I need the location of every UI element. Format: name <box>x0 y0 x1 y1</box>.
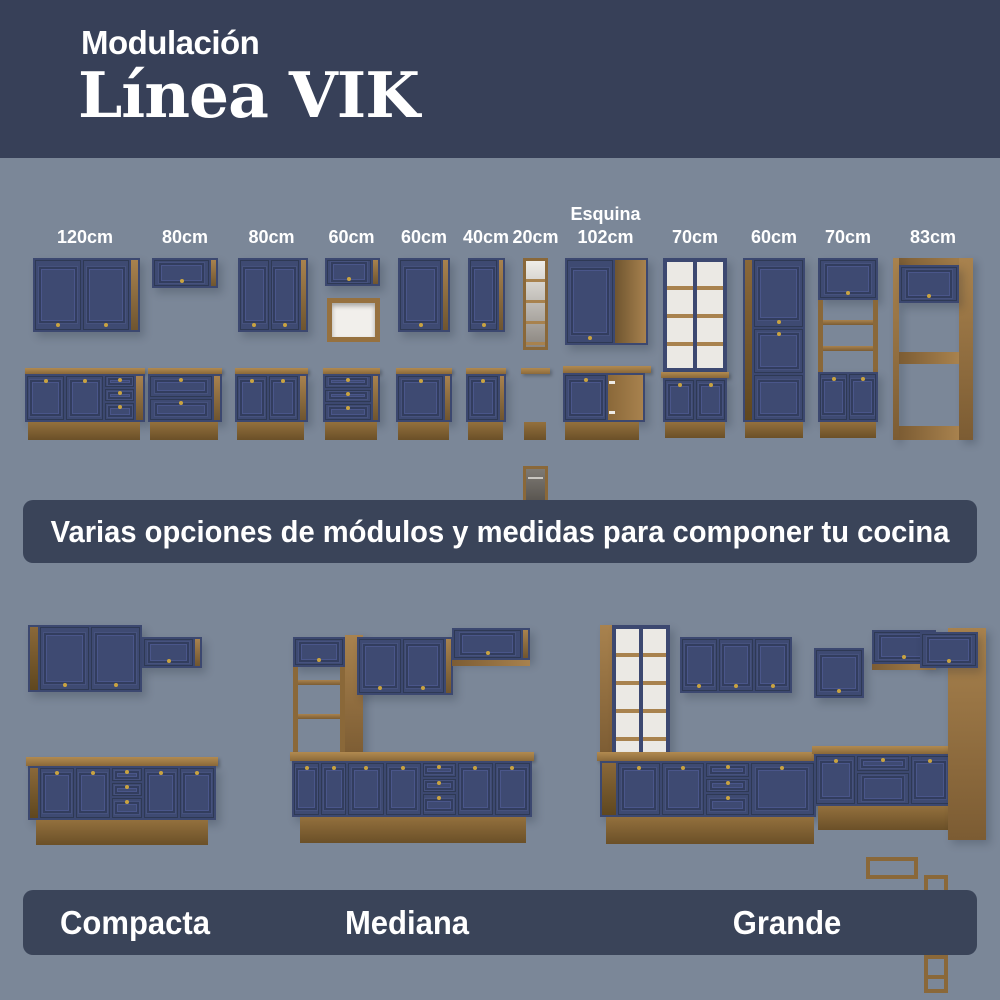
door <box>403 639 445 693</box>
module-80cm-flap <box>148 170 222 460</box>
wall-cabinet <box>28 625 142 692</box>
door <box>180 768 214 818</box>
drawer <box>423 794 456 815</box>
drawer <box>150 399 212 420</box>
drawer <box>112 768 142 781</box>
door <box>754 260 803 327</box>
wood-side-panel <box>373 376 378 420</box>
kitchen-compacta <box>20 620 250 855</box>
wood-side-panel <box>136 376 143 420</box>
wall-flap-cabinet-60 <box>325 258 380 286</box>
door <box>294 763 319 815</box>
wall-cabinet <box>357 637 453 695</box>
header <box>0 0 1000 158</box>
flap-door <box>454 630 521 658</box>
door <box>682 639 717 691</box>
plinth <box>565 422 639 440</box>
base-cabinet-run <box>600 761 816 817</box>
plinth <box>820 422 876 438</box>
door <box>237 376 267 420</box>
module-label: 60cm <box>750 226 798 247</box>
kitchen-examples <box>0 560 1000 893</box>
base-cabinet-120 <box>25 374 145 422</box>
glass-display-doors <box>663 258 727 372</box>
tall-glass-cabinet <box>612 625 670 757</box>
base-cabinet-80-drawers <box>148 374 222 422</box>
module-120cm <box>25 170 145 460</box>
wood-corner-panel <box>615 260 646 343</box>
wood-side-panel <box>195 639 200 666</box>
wall-corner-cabinet <box>565 258 648 345</box>
door <box>321 763 346 815</box>
wood-side-panel <box>214 376 220 420</box>
wall-flap-cabinet <box>142 637 202 668</box>
door <box>495 763 530 815</box>
door <box>66 376 103 420</box>
door <box>468 376 498 420</box>
plinth <box>665 422 725 438</box>
module-20cm <box>512 170 559 460</box>
plinth <box>36 820 208 845</box>
base-corner-cabinet <box>563 373 645 422</box>
size-label-mediana: Mediana <box>344 903 470 941</box>
door <box>40 768 74 818</box>
drawer <box>423 763 456 777</box>
flap-door <box>901 267 957 301</box>
flap-door <box>820 260 876 298</box>
base-cabinet-return <box>814 754 952 806</box>
plinth <box>237 422 304 440</box>
plinth <box>28 422 140 440</box>
wood-shelf <box>298 680 340 685</box>
module-label: 60cm <box>328 226 375 247</box>
module-40cm <box>462 170 510 460</box>
drawer <box>706 763 748 777</box>
module-label: Esquina <box>570 204 641 224</box>
flap-door <box>922 634 976 666</box>
base-cabinet-run <box>28 766 216 820</box>
plinth <box>524 422 546 440</box>
module-83cm-frame <box>891 170 975 460</box>
plinth <box>325 422 377 440</box>
tower-open-shelves <box>293 667 345 757</box>
modules-strip <box>0 170 1000 460</box>
banner-text: Varias opciones de módulos y medidas para componer tu cocina <box>50 513 950 549</box>
countertop <box>812 746 954 754</box>
door <box>719 639 754 691</box>
door <box>618 763 660 815</box>
door <box>400 260 441 330</box>
door <box>816 650 862 696</box>
module-label: 102cm <box>577 226 634 247</box>
door <box>83 260 129 330</box>
header-subtitle: Modulación <box>81 24 260 61</box>
flap-door <box>154 260 209 286</box>
door <box>348 763 383 815</box>
wall-cabinet-80 <box>238 258 308 332</box>
wood-side-panel <box>499 260 503 330</box>
wall-flap-cabinet <box>452 628 530 660</box>
header-title: Línea VIK <box>78 58 419 132</box>
size-label-grande: Grande <box>732 903 842 941</box>
drawer <box>325 404 371 420</box>
tower-flap-cabinet <box>293 637 345 667</box>
door <box>662 763 704 815</box>
door <box>565 375 606 420</box>
drawer <box>706 779 748 793</box>
door <box>359 639 401 693</box>
wood-side-panel <box>443 260 448 330</box>
module-label: 60cm <box>400 226 448 247</box>
door <box>458 763 493 815</box>
module-label: 80cm <box>161 226 209 247</box>
drawer-stack <box>105 376 134 420</box>
wood-base-band <box>899 426 959 440</box>
plinth <box>300 817 526 843</box>
module-label: 80cm <box>248 226 295 247</box>
wood-side-panel <box>445 376 450 420</box>
door <box>144 768 178 818</box>
module-label: 120cm <box>56 226 114 247</box>
kitchen-grande <box>590 620 990 860</box>
plinth <box>398 422 449 440</box>
drawer-stack <box>423 763 456 815</box>
door-stack <box>754 260 803 420</box>
module-70cm-tall-open <box>816 170 880 460</box>
door <box>751 763 814 815</box>
wall-open-shelf-20 <box>523 258 548 350</box>
banner <box>23 500 977 563</box>
size-label-compacta: Compacta <box>60 903 210 941</box>
open-shelf-section <box>818 300 878 372</box>
door <box>849 374 876 420</box>
wood-side-panel <box>446 639 451 693</box>
plinth <box>468 422 503 440</box>
wall-cabinet-run <box>680 637 792 693</box>
countertop <box>563 366 651 373</box>
wall-cabinet-120 <box>33 258 140 332</box>
module-60cm-tall <box>741 170 807 460</box>
base-cabinet-40 <box>466 374 506 422</box>
tall-open-flap <box>818 258 878 300</box>
door <box>754 329 803 374</box>
wood-side-panel <box>500 376 504 420</box>
kitchen-mediana <box>285 620 535 860</box>
wood-shelf <box>298 714 340 719</box>
wall-cabinet-60 <box>398 258 450 332</box>
module-label: 70cm <box>671 226 719 247</box>
door <box>27 376 64 420</box>
base-cabinet-60-door <box>396 374 452 422</box>
door <box>386 763 421 815</box>
door <box>696 380 725 420</box>
module-label: 70cm <box>824 226 872 247</box>
plinth <box>606 817 814 844</box>
module-label: 83cm <box>909 226 957 247</box>
wood-side-panel <box>523 630 528 658</box>
door <box>269 376 299 420</box>
wood-side-panel <box>745 260 752 420</box>
module-60cm-flap-niche <box>323 170 380 460</box>
door <box>857 773 908 804</box>
wood-shelf <box>823 320 873 325</box>
tall-cabinet-60 <box>743 258 805 422</box>
wood-side-panel <box>602 763 616 815</box>
door <box>240 260 269 330</box>
tall-open-frame-83 <box>893 258 973 440</box>
drawer <box>857 756 908 771</box>
base-cabinet-60-drawers <box>323 374 380 422</box>
door <box>816 756 855 804</box>
wood-side-panel <box>30 627 38 690</box>
door <box>398 376 443 420</box>
module-70cm-tall-glass <box>661 170 729 460</box>
door <box>911 756 950 804</box>
plinth <box>745 422 803 438</box>
drawer <box>706 794 748 815</box>
wood-side-panel <box>131 260 138 330</box>
wood-side-panel <box>301 260 306 330</box>
countertop <box>597 752 819 761</box>
door <box>755 639 790 691</box>
wall-flap-cabinet-80 <box>152 258 218 288</box>
countertop <box>26 757 218 766</box>
drawer-stack <box>325 376 371 420</box>
drawer <box>423 779 456 793</box>
door <box>271 260 300 330</box>
module-80cm-doors <box>235 170 308 460</box>
door <box>820 374 847 420</box>
drawer <box>112 783 142 796</box>
plinth <box>150 422 218 440</box>
wall-cabinet-40 <box>468 258 505 332</box>
fold-out-wood-door <box>608 375 643 420</box>
drawer <box>105 403 134 420</box>
door <box>470 260 497 330</box>
drawer <box>112 798 142 818</box>
tall-open-base-doors <box>818 372 878 422</box>
tall-glass-base-doors <box>663 378 727 422</box>
door <box>665 380 694 420</box>
plinth <box>818 806 950 830</box>
drawer <box>150 376 212 397</box>
wood-side-panel <box>373 260 378 284</box>
wood-side-panel <box>211 260 216 286</box>
countertop <box>290 752 534 761</box>
wood-shelf-band <box>899 352 959 364</box>
flap-door <box>144 639 193 666</box>
door <box>91 627 140 690</box>
flap-door <box>327 260 371 284</box>
module-label: 20cm <box>512 226 559 247</box>
door <box>76 768 110 818</box>
base-cabinet-run <box>292 761 532 817</box>
wood-side-panel <box>30 768 38 818</box>
module-esquina-102cm <box>563 170 648 460</box>
drawer-stack <box>112 768 142 818</box>
module-label: 40cm <box>462 226 510 247</box>
corner-wall-cabinet <box>814 648 864 698</box>
drawer-door-stack <box>857 756 908 804</box>
wood-side-panel <box>959 258 973 440</box>
tower-wood-side <box>600 625 612 757</box>
flap-door <box>295 639 343 665</box>
wood-side-panel <box>300 376 306 420</box>
tower-flap-cabinet <box>920 632 978 668</box>
size-options-bar <box>23 890 977 955</box>
wall-open-shelves <box>866 857 918 879</box>
countertop <box>521 368 550 374</box>
frame-flap-cabinet <box>899 265 959 303</box>
module-60cm-door <box>396 170 452 460</box>
drawer <box>105 389 134 400</box>
wood-shelf <box>823 346 873 351</box>
drawer <box>325 376 371 388</box>
drawer-stack <box>706 763 748 815</box>
drawer <box>325 390 371 402</box>
drawer-stack <box>150 376 212 420</box>
base-cabinet-80-doors <box>235 374 308 422</box>
door <box>567 260 613 343</box>
wood-underside <box>452 660 530 666</box>
open-niche <box>327 298 380 342</box>
door <box>40 627 89 690</box>
door <box>754 375 803 420</box>
drawer <box>105 376 134 387</box>
door <box>35 260 81 330</box>
